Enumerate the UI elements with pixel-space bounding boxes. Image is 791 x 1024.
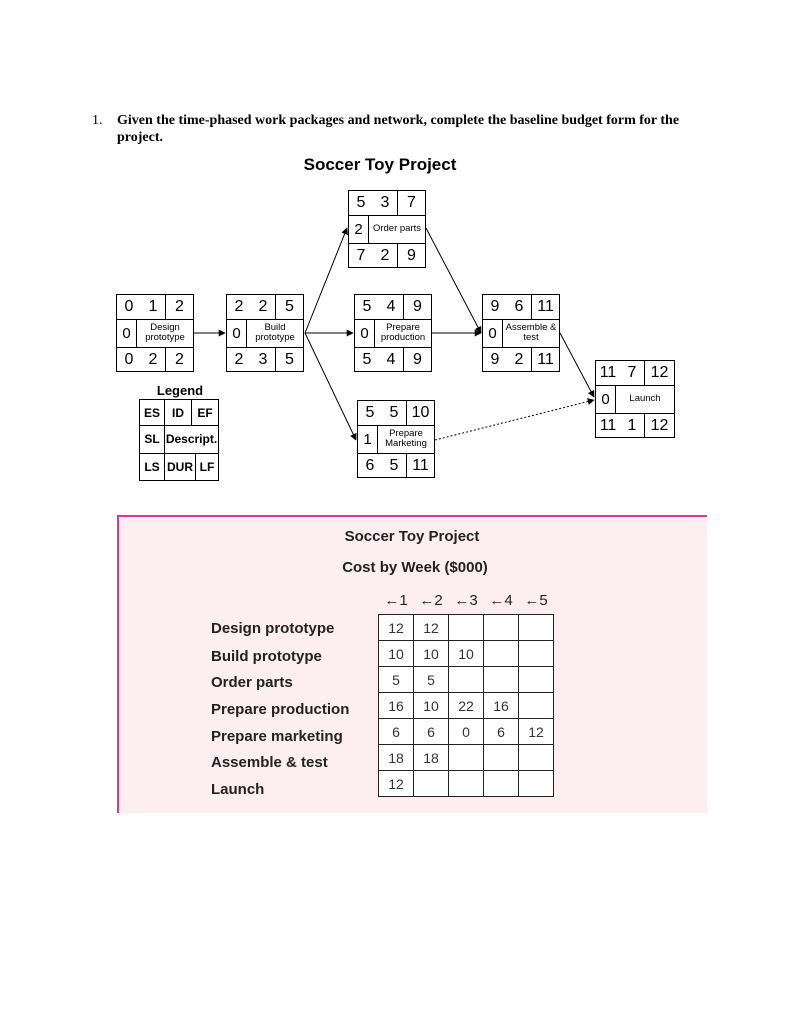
legend-box [139, 399, 219, 481]
cost-cell[interactable]: 18 [414, 745, 449, 771]
node-duration: 1 [627, 416, 637, 434]
node-slack: 0 [227, 319, 247, 347]
node-lf: 12 [644, 413, 674, 438]
node-launch [595, 360, 675, 438]
node-slack: 0 [117, 319, 137, 347]
node-description: Design prototype [145, 322, 185, 343]
task-label-order-parts: Order parts [211, 674, 293, 691]
cost-table [378, 614, 554, 797]
legend-lf: LF [199, 459, 215, 474]
node-es: 5 [356, 194, 366, 211]
node-prepare-production [354, 294, 432, 372]
node-description: Prepare production [380, 322, 426, 343]
cost-cell[interactable] [449, 771, 484, 797]
question-number: 1. [92, 113, 103, 128]
node-ef: 5 [275, 295, 303, 319]
node-description: Prepare Marketing [385, 428, 427, 449]
node-ls: 7 [356, 246, 366, 264]
cost-cell[interactable]: 16 [379, 693, 414, 719]
cost-cell[interactable] [414, 771, 449, 797]
node-id: 7 [627, 364, 637, 381]
arrow-build-to-marketing [305, 333, 356, 440]
cost-cell[interactable]: 5 [379, 667, 414, 693]
node-lf: 11 [406, 453, 434, 478]
node-lf: 2 [165, 347, 193, 372]
node-duration: 2 [148, 350, 158, 368]
node-ef: 7 [397, 191, 425, 215]
node-description: Build prototype [255, 322, 295, 343]
cost-cell[interactable] [484, 615, 519, 641]
week-header: ←4 [489, 592, 513, 609]
cost-cell[interactable] [484, 745, 519, 771]
legend-es: ES [143, 405, 160, 420]
node-slack: 0 [483, 319, 503, 347]
node-slack: 2 [349, 215, 369, 243]
node-id: 4 [386, 298, 396, 315]
table-row [379, 693, 554, 719]
cost-cell[interactable]: 12 [519, 719, 554, 745]
budget-title: Soccer Toy Project [344, 528, 480, 545]
cost-cell[interactable]: 10 [379, 641, 414, 667]
cost-cell[interactable]: 16 [484, 693, 519, 719]
node-prepare-marketing [357, 400, 435, 478]
node-lf: 9 [403, 347, 431, 372]
node-duration: 5 [389, 456, 399, 474]
node-ls: 2 [234, 350, 244, 368]
node-slack: 1 [358, 425, 378, 453]
cost-cell[interactable] [519, 771, 554, 797]
node-build-prototype [226, 294, 304, 372]
cost-cell[interactable]: 6 [379, 719, 414, 745]
cost-cell[interactable] [449, 745, 484, 771]
node-id: 6 [514, 298, 524, 315]
cost-cell[interactable] [484, 641, 519, 667]
week-header: ←5 [524, 592, 548, 609]
node-ef: 2 [165, 295, 193, 319]
node-id: 2 [258, 298, 268, 315]
cost-cell[interactable]: 5 [414, 667, 449, 693]
table-row [379, 641, 554, 667]
node-description: Assemble & test [505, 322, 557, 343]
cost-cell[interactable]: 10 [414, 641, 449, 667]
node-ls: 5 [362, 350, 372, 368]
legend-ef: EF [191, 400, 218, 425]
table-row [379, 615, 554, 641]
arrow-order-to-assemble [426, 228, 481, 333]
node-es: 0 [124, 298, 134, 315]
node-duration: 2 [514, 350, 524, 368]
node-id: 5 [389, 404, 399, 421]
node-slack: 0 [596, 385, 616, 413]
cost-cell[interactable]: 10 [414, 693, 449, 719]
table-row [379, 771, 554, 797]
cost-cell[interactable]: 12 [379, 615, 414, 641]
node-ef: 12 [644, 361, 674, 385]
node-es: 9 [490, 298, 500, 315]
cost-cell[interactable] [484, 771, 519, 797]
node-duration: 3 [258, 350, 268, 368]
node-ls: 9 [490, 350, 500, 368]
cost-cell[interactable]: 12 [414, 615, 449, 641]
node-order-parts [348, 190, 426, 268]
node-assemble-test [482, 294, 560, 372]
node-es: 11 [599, 364, 617, 381]
node-lf: 5 [275, 347, 303, 372]
task-label-prepare-marketing: Prepare marketing [211, 728, 343, 745]
node-slack: 0 [355, 319, 375, 347]
cost-cell[interactable] [519, 641, 554, 667]
legend-dur: DUR [165, 453, 196, 480]
task-label-build-prototype: Build prototype [211, 648, 322, 665]
network-title: Soccer Toy Project [303, 155, 457, 174]
node-ls: 6 [365, 456, 375, 474]
cost-cell[interactable] [519, 745, 554, 771]
legend-ls: LS [140, 453, 165, 480]
arrow-assemble-to-launch [560, 333, 594, 397]
node-description: Launch [629, 393, 661, 404]
node-lf: 9 [397, 243, 425, 268]
arrow-build-to-order [305, 228, 347, 333]
node-id: 3 [380, 194, 390, 211]
legend-title: Legend [156, 383, 204, 398]
node-id: 1 [148, 298, 158, 315]
node-design-prototype [116, 294, 194, 372]
budget-subtitle: Cost by Week ($000) [342, 559, 488, 576]
cost-cell[interactable] [449, 667, 484, 693]
task-label-prepare-production: Prepare production [211, 701, 350, 718]
node-ef: 10 [406, 401, 434, 425]
node-duration: 4 [386, 350, 396, 368]
cost-cell[interactable]: 18 [379, 745, 414, 771]
node-ls: 0 [124, 350, 134, 368]
cost-cell[interactable] [519, 693, 554, 719]
node-ls: 11 [599, 416, 617, 434]
node-lf: 11 [531, 347, 559, 372]
task-label-design-prototype: Design prototype [211, 620, 335, 637]
question-text: Given the time-phased work packages and network, complete the baseline budget form for the project. [117, 113, 680, 145]
node-ef: 11 [531, 295, 559, 319]
week-header: ←3 [454, 592, 478, 609]
cost-cell[interactable] [449, 615, 484, 641]
arrow-marketing-to-launch [435, 400, 594, 440]
week-header: ←2 [419, 592, 443, 609]
node-es: 5 [365, 404, 375, 421]
cost-cell[interactable]: 6 [484, 719, 519, 745]
legend-id: ID [164, 400, 191, 425]
node-es: 2 [234, 298, 244, 315]
cost-cell[interactable]: 12 [379, 771, 414, 797]
cost-cell[interactable] [519, 667, 554, 693]
table-row [379, 719, 554, 745]
cost-cell[interactable]: 0 [449, 719, 484, 745]
task-label-launch: Launch [211, 781, 265, 798]
week-header: ←1 [384, 592, 408, 609]
table-row [379, 667, 554, 693]
node-description: Order parts [372, 223, 422, 234]
cost-cell[interactable]: 6 [414, 719, 449, 745]
legend-sl: SL [140, 425, 165, 453]
node-duration: 2 [380, 246, 390, 264]
node-ef: 9 [403, 295, 431, 319]
table-row [379, 745, 554, 771]
node-es: 5 [362, 298, 372, 315]
task-label-assemble-test: Assemble & test [211, 754, 328, 771]
cost-cell[interactable] [484, 667, 519, 693]
legend-desc: Descript. [165, 432, 218, 446]
cost-cell[interactable]: 10 [449, 641, 484, 667]
cost-cell[interactable] [519, 615, 554, 641]
cost-cell[interactable]: 22 [449, 693, 484, 719]
